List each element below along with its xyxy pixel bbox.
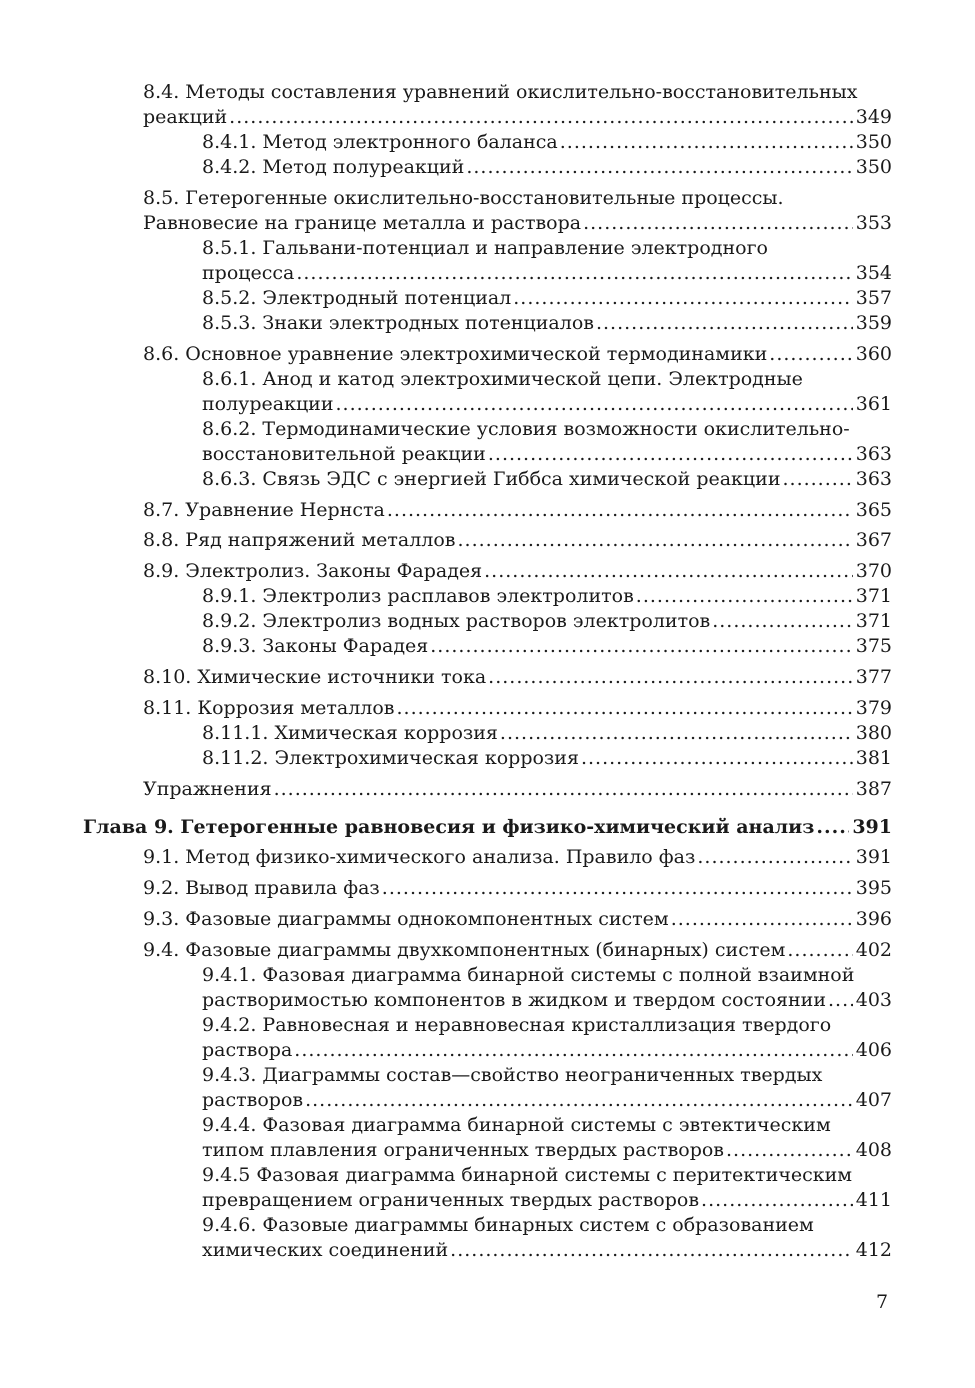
- dot-leader: [782, 467, 852, 492]
- toc-entry[interactable]: [143, 665, 892, 690]
- dot-leader: [513, 286, 852, 311]
- toc-entry-title: полуреакции: [202, 393, 334, 415]
- dot-leader: [712, 609, 853, 634]
- toc-entry[interactable]: [143, 907, 892, 932]
- toc-entry-title: 8.11.1. Химическая коррозия: [202, 722, 498, 744]
- toc-entry[interactable]: [202, 746, 892, 771]
- toc-entry-title: Глава 9. Гетерогенные равновесия и физико-химический анализ: [83, 816, 815, 838]
- toc-entry-title: превращением ограниченных твердых растворов: [202, 1189, 700, 1211]
- toc-entry-title-line: 8.6.2. Термодинамические условия возможности окислительно-: [202, 418, 850, 440]
- toc-page-number: 365: [855, 499, 892, 521]
- dot-leader: [229, 105, 853, 130]
- toc-entry[interactable]: [202, 609, 892, 634]
- toc-page-number: 363: [855, 468, 892, 490]
- toc-page-number: 412: [855, 1239, 892, 1261]
- dot-leader: [636, 584, 853, 609]
- toc-page-number: 377: [855, 666, 892, 688]
- toc-entry-title-line: 8.5.1. Гальвани-потенциал и направление электродного: [202, 237, 768, 259]
- toc-page-number: 380: [855, 722, 892, 744]
- toc-entry[interactable]: [202, 1163, 892, 1213]
- toc-entry-title-line: 8.6.1. Анод и катод электрохимической цепи. Электродные: [202, 368, 803, 390]
- toc-page-number: 379: [855, 697, 892, 719]
- toc-entry-title-line: 9.4.6. Фазовые диаграммы бинарных систем с образованием: [202, 1214, 814, 1236]
- toc-page-number: 375: [855, 635, 892, 657]
- toc-entry[interactable]: [202, 311, 892, 336]
- toc-entry[interactable]: [202, 467, 892, 492]
- toc-page-number: 391: [852, 816, 892, 838]
- toc-page-number: 406: [855, 1039, 892, 1061]
- toc-entry[interactable]: [143, 498, 892, 523]
- toc-page-number: 367: [855, 529, 892, 551]
- toc-page-number: 357: [855, 287, 892, 309]
- toc-entry[interactable]: [143, 559, 892, 584]
- toc-page-number: 350: [855, 131, 892, 153]
- dot-leader: [274, 777, 853, 802]
- toc-entry[interactable]: [202, 1013, 892, 1063]
- toc-entry-title: реакций: [143, 106, 228, 128]
- dot-leader: [484, 559, 853, 584]
- dot-leader: [294, 1038, 852, 1063]
- dot-leader: [430, 634, 852, 659]
- dot-leader: [828, 988, 853, 1013]
- toc-page-number: 371: [855, 585, 892, 607]
- toc-page-number: 363: [855, 443, 892, 465]
- dot-leader: [671, 907, 853, 932]
- toc-chapter-entry[interactable]: [83, 815, 892, 840]
- dot-leader: [581, 746, 853, 771]
- toc-entry-title: Упражнения: [143, 778, 272, 800]
- toc-entry-title-line: 9.4.3. Диаграммы состав—свойство неограниченных твердых: [202, 1064, 823, 1086]
- toc-entry[interactable]: [143, 80, 892, 130]
- toc-page-number: 350: [855, 156, 892, 178]
- dot-leader: [396, 696, 852, 721]
- dot-leader: [787, 938, 852, 963]
- toc-entry-title-line: 9.4.5 Фазовая диаграмма бинарной системы с перитектическим: [202, 1164, 853, 1186]
- toc-entry-title: процесса: [202, 262, 295, 284]
- dot-leader: [697, 845, 852, 870]
- toc-entry[interactable]: [202, 130, 892, 155]
- toc-entry[interactable]: [143, 845, 892, 870]
- toc-page-number: 403: [855, 989, 892, 1011]
- toc-entry-title-line: 9.4.4. Фазовая диаграмма бинарной системы с эвтектическим: [202, 1114, 831, 1136]
- toc-entry-title: 8.4.2. Метод полуреакций: [202, 156, 465, 178]
- dot-leader: [560, 130, 853, 155]
- toc-page-number: 370: [855, 560, 892, 582]
- toc-page-number: 360: [855, 343, 892, 365]
- toc-entry-title: 8.9.3. Законы Фарадея: [202, 635, 429, 657]
- dot-leader: [296, 261, 852, 286]
- dot-leader: [336, 392, 853, 417]
- toc-entry[interactable]: [143, 938, 892, 963]
- toc-page-number: 402: [855, 939, 892, 961]
- toc-entry-title: 9.3. Фазовые диаграммы однокомпонентных систем: [143, 908, 669, 930]
- toc-entry[interactable]: [202, 367, 892, 417]
- toc-entry-title: 9.1. Метод физико-химического анализа. Правило фаз: [143, 846, 696, 868]
- toc-entry[interactable]: [202, 155, 892, 180]
- toc-entry[interactable]: [143, 876, 892, 901]
- toc-entry[interactable]: [202, 963, 892, 1013]
- toc-entry-title: 8.6. Основное уравнение электрохимической термодинамики: [143, 343, 768, 365]
- toc-page-number: 349: [855, 106, 892, 128]
- page-number: 7: [876, 1291, 889, 1313]
- toc-entry-title: 9.4. Фазовые диаграммы двухкомпонентных (бинарных) систем: [143, 939, 786, 961]
- dot-leader: [583, 211, 853, 236]
- dot-leader: [450, 1238, 853, 1263]
- toc-page-number: 407: [855, 1089, 892, 1111]
- dot-leader: [466, 155, 852, 180]
- toc-entry[interactable]: [143, 777, 892, 802]
- dot-leader: [305, 1088, 853, 1113]
- toc-entry-title-line: 9.4.1. Фазовая диаграмма бинарной системы с полной взаимной: [202, 964, 855, 986]
- toc-entry-title: 8.4.1. Метод электронного баланса: [202, 131, 558, 153]
- dot-leader: [387, 498, 853, 523]
- toc-entry[interactable]: [202, 1213, 892, 1263]
- toc-entry-title: 8.9. Электролиз. Законы Фарадея: [143, 560, 483, 582]
- toc-page-number: 381: [855, 747, 892, 769]
- toc-entry-title: 8.9.2. Электролиз водных растворов электролитов: [202, 610, 711, 632]
- toc-entry[interactable]: [202, 1063, 892, 1113]
- toc-page-number: 359: [855, 312, 892, 334]
- toc-entry-title: растворов: [202, 1089, 304, 1111]
- toc-entry-title: 8.9.1. Электролиз расплавов электролитов: [202, 585, 634, 607]
- toc-entry-title: 8.8. Ряд напряжений металлов: [143, 529, 456, 551]
- dot-leader: [726, 1138, 853, 1163]
- toc-page-number: 387: [855, 778, 892, 800]
- toc-entry[interactable]: [202, 584, 892, 609]
- toc-entry-title: растворимостью компонентов в жидком и твердом состоянии: [202, 989, 826, 1011]
- toc-page-number: 395: [855, 877, 892, 899]
- toc-entry-title-line: 8.4. Методы составления уравнений окислительно-восстановительных: [143, 81, 858, 103]
- toc-entry-title: раствора: [202, 1039, 293, 1061]
- toc-entry[interactable]: [202, 286, 892, 311]
- toc-page-number: 353: [855, 212, 892, 234]
- toc-entry-title: 8.11. Коррозия металлов: [143, 697, 395, 719]
- toc-entry-title: Равновесие на границе металла и раствора: [143, 212, 582, 234]
- toc-entry[interactable]: [143, 186, 892, 236]
- toc-entry[interactable]: [202, 236, 892, 286]
- dot-leader: [816, 815, 849, 840]
- dot-leader: [382, 876, 853, 901]
- toc-entry[interactable]: [202, 1113, 892, 1163]
- toc-page-number: 391: [855, 846, 892, 868]
- dot-leader: [701, 1188, 853, 1213]
- toc-entry-title-line: 9.4.2. Равновесная и неравновесная кристаллизация твердого: [202, 1014, 832, 1036]
- toc-entry-title: 8.10. Химические источники тока: [143, 666, 487, 688]
- toc-page-number: 408: [855, 1139, 892, 1161]
- toc-entry[interactable]: [202, 634, 892, 659]
- toc-page-number: 361: [855, 393, 892, 415]
- dot-leader: [500, 721, 853, 746]
- toc-entry-title-line: 8.5. Гетерогенные окислительно-восстановительные процессы.: [143, 187, 784, 209]
- dot-leader: [596, 311, 853, 336]
- toc-entry-title: типом плавления ограниченных твердых растворов: [202, 1139, 725, 1161]
- toc-entry-title: восстановительной реакции: [202, 443, 486, 465]
- toc-entry-title: химических соединений: [202, 1239, 449, 1261]
- toc-page-number: 354: [855, 262, 892, 284]
- toc-entry[interactable]: [143, 696, 892, 721]
- toc-page-number: 396: [855, 908, 892, 930]
- toc-entry[interactable]: [202, 721, 892, 746]
- toc-entry-title: 9.2. Вывод правила фаз: [143, 877, 380, 899]
- toc-entry-title: 8.7. Уравнение Нернста: [143, 499, 385, 521]
- toc-entry[interactable]: [143, 528, 892, 553]
- toc-entry-title: 8.6.3. Связь ЭДС с энергией Гиббса химической реакции: [202, 468, 781, 490]
- toc-entry-title: 8.5.2. Электродный потенциал: [202, 287, 512, 309]
- dot-leader: [488, 442, 853, 467]
- dot-leader: [458, 528, 853, 553]
- dot-leader: [488, 665, 853, 690]
- toc-page-number: 371: [855, 610, 892, 632]
- dot-leader: [769, 342, 852, 367]
- toc-page-number: 411: [855, 1189, 892, 1211]
- toc-entry[interactable]: [143, 342, 892, 367]
- toc-entry-title: 8.5.3. Знаки электродных потенциалов: [202, 312, 594, 334]
- toc-entry-title: 8.11.2. Электрохимическая коррозия: [202, 747, 579, 769]
- toc-entry[interactable]: [202, 417, 892, 467]
